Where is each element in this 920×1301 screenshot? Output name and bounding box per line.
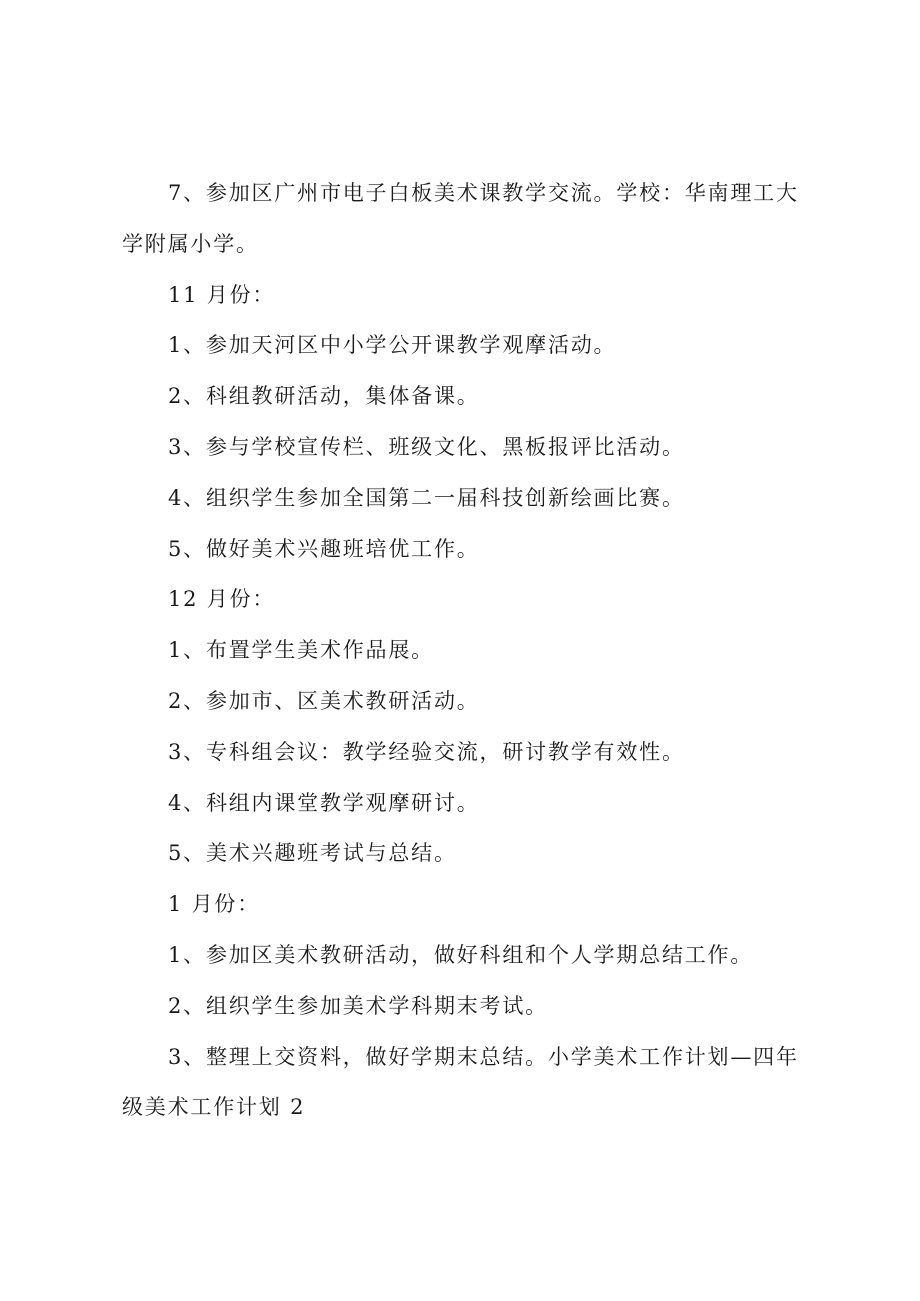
paragraph-item-1-nov: 1、参加天河区中小学公开课教学观摩活动。: [168, 333, 617, 358]
paragraph-item-7-nov: 7、参加区广州市电子白板美术课教学交流。学校：华南理工大学附属小学。: [122, 181, 799, 256]
paragraph-item-3-nov: 3、参与学校宣传栏、班级文化、黑板报评比活动。: [168, 434, 685, 459]
paragraph-item-3-dec: 3、专科组会议：教学经验交流，研讨教学有效性。: [168, 739, 685, 764]
paragraph-item-4-dec: 4、科组内课堂教学观摩研讨。: [168, 790, 480, 815]
month-heading-december: 12 月份：: [168, 587, 276, 612]
paragraph-item-2-nov: 2、科组教研活动，集体备课。: [168, 384, 480, 409]
paragraph-item-1-jan: 1、参加区美术教研活动，做好科组和个人学期总结工作。: [168, 942, 754, 967]
paragraph-item-2-jan: 2、组织学生参加美术学科期末考试。: [168, 993, 548, 1018]
month-heading-january: 1 月份：: [168, 892, 261, 917]
paragraph-item-3-jan: 3、整理上交资料，做好学期末总结。小学美术工作计划—四年级美术工作计划 2: [122, 1044, 799, 1120]
paragraph-item-4-nov: 4、组织学生参加全国第二一届科技创新绘画比赛。: [168, 485, 685, 510]
month-heading-november: 11 月份：: [168, 282, 276, 307]
paragraph-item-5-nov: 5、做好美术兴趣班培优工作。: [168, 536, 480, 561]
document-body: [122, 168, 812, 1133]
paragraph-item-5-dec: 5、美术兴趣班考试与总结。: [168, 841, 457, 866]
paragraph-item-2-dec: 2、参加市、区美术教研活动。: [168, 688, 480, 713]
paragraph-item-1-dec: 1、布置学生美术作品展。: [168, 638, 434, 663]
